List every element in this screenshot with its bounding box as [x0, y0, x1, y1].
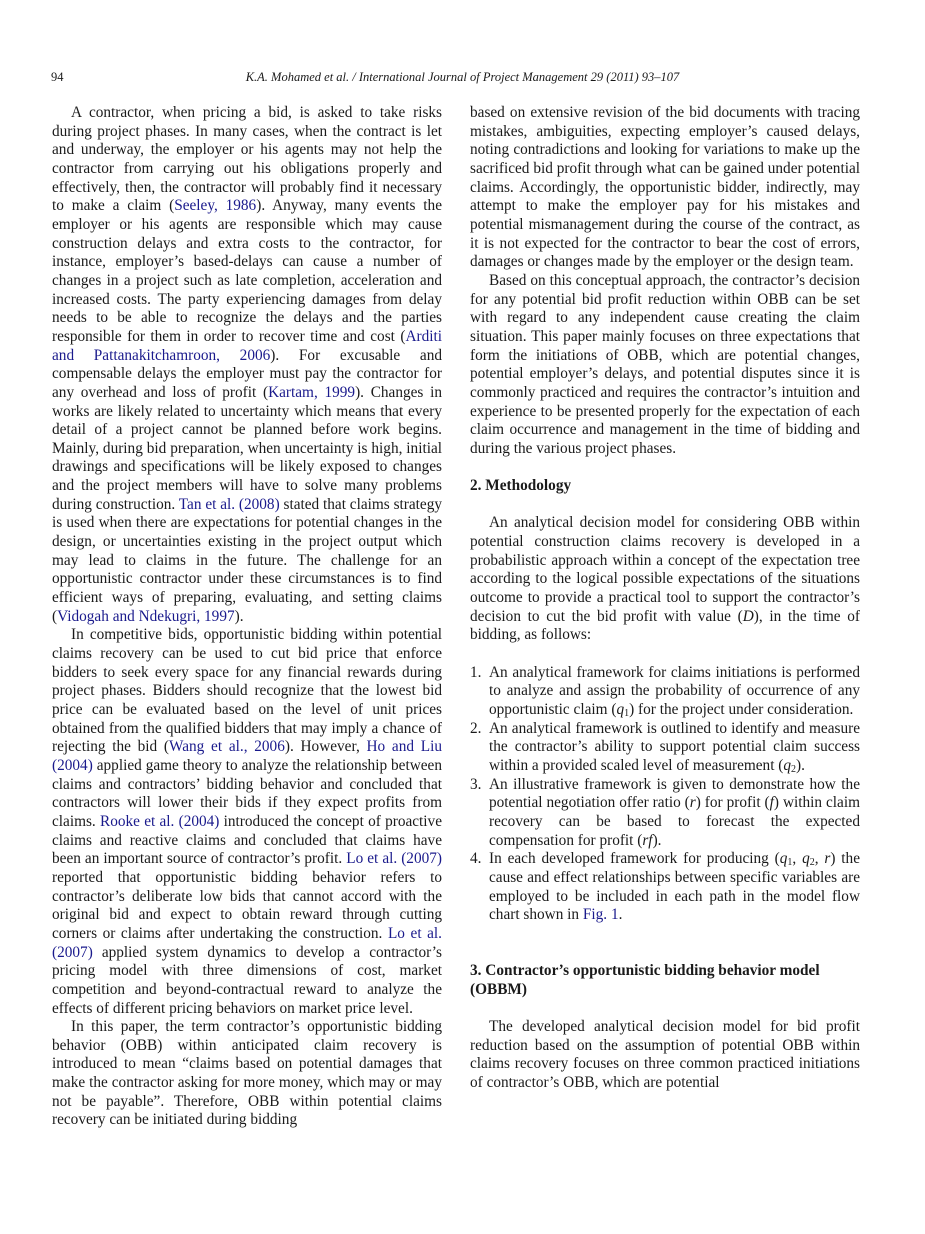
- citation-link[interactable]: Seeley, 1986: [174, 197, 257, 215]
- text: ). However,: [284, 738, 367, 756]
- list-number: 4.: [470, 850, 482, 868]
- text: applied system dynamics to develop a contractor’s pricing model with three dimensions of cost, market competition and beyond-contractual reward to analyze the effects of different pricing behaviors on market price level.: [52, 943, 442, 1017]
- variable: q: [779, 850, 788, 868]
- citation-link[interactable]: Ho and Liu (2004): [52, 738, 442, 774]
- text: An analytical framework for claims initiations is performed to analyze and assign the probability of occurrence of any opportunistic claim (: [489, 663, 860, 718]
- citation-link[interactable]: Kartam, 1999: [268, 383, 356, 401]
- variable: r: [824, 850, 831, 868]
- paragraph: [470, 514, 860, 645]
- list-number: 1.: [470, 663, 482, 681]
- running-head: K.A. Mohamed et al. / International Journal of Project Management 29 (2011) 93–107: [245, 70, 680, 84]
- variable: r: [689, 794, 696, 812]
- paragraph: In this paper, the term contractor’s opportunistic bidding behavior (OBB) within anticipated claim recovery is introduced to mean “claims based on potential damages that make the contractor asking for more money, which may or may not be payable”. Therefore, OBB within potential claims recovery can be initiated during bidding: [52, 1018, 442, 1129]
- text: reported that opportunistic bidding behavior refers to contractor’s deliberate low bids that cannot accord with the original bid and expect to obtain reward through cutting corners or claims after undertaking the construction.: [52, 868, 442, 942]
- text: A contractor, when pricing a bid, is asked to take risks during project phases. In many cases, when the contract is let and underway, the employer or his agents may not help the contractor from carrying out his obligations properly and effectively, then, the contractor will probably find it necessary to make a claim (: [52, 104, 442, 215]
- methodology-list: [470, 664, 860, 925]
- text: applied game theory to analyze the relationship between claims and contractors’ bidding behavior and concluded that contractors will lower their bids if they expect profits from claims.: [52, 756, 442, 830]
- citation-link[interactable]: Rooke et al. (2004): [100, 812, 220, 830]
- text: In competitive bids, opportunistic bidding within potential claims recovery can be used to cut bid price that enforce bidders to seek every space for any financial rewards during project phases. Bidders should recognize that the lowest bid price can be evaluated based on the level of unit prices obtained from the qualified bidders that may imply a chance of rejecting the bid (: [52, 626, 442, 756]
- page-header: [0, 70, 925, 90]
- citation-link[interactable]: Lo et al. (2007): [346, 850, 442, 868]
- text: In each developed framework for producing (: [489, 850, 780, 868]
- list-item: [470, 776, 860, 851]
- text: An analytical decision model for considering OBB within potential construction claims recovery is developed in a probabilistic approach within a concept of the expectation tree according to the logical possible expectations of the situations outcome to provide a practical tool to support the contractor’s decision to cut the bid profit with value (: [470, 514, 860, 625]
- text: ). Anyway, many events the employer or his agents are responsible which may cause construction delays and extra costs to the contractor, for instance, employer’s based-delays can cause a number of changes in a project such as late completion, acceleration and increased costs. The party experiencing damages from delay needs to be able to recognize the delays and the parties responsible for them in order to recover time and cost (: [52, 197, 442, 345]
- list-item: [470, 664, 860, 720]
- text: .: [618, 906, 623, 924]
- text: ,: [792, 850, 803, 868]
- list-number: 3.: [470, 775, 482, 793]
- text: stated that claims strategy is used when there are expectations for potential changes in the design, or uncertainties existing in the project output which may lead to claims in the future. The challenge for an opportunistic contractor under these circumstances is to find efficient ways of preparing, evaluating, and setting claims (: [52, 495, 442, 625]
- text: An analytical framework is outlined to identify and measure the contractor’s ability to support potential claim success within a provided scaled level of measurement (: [489, 719, 860, 774]
- text: An illustrative framework is given to demonstrate how the potential negotiation offer ratio (: [489, 775, 860, 812]
- text: ) for the project under consideration.: [629, 700, 854, 718]
- variable: rf: [642, 831, 653, 849]
- text: ), in the time of bidding, as follows:: [470, 607, 860, 644]
- list-item: [470, 720, 860, 776]
- text: ).: [234, 607, 244, 625]
- text: ). Changes in works are likely related to uncertainty which means that every detail of a project cannot be planned before work begins. Mainly, during bid preparation, when uncertainty is high, initial drawings and specifications will be likely exposed to changes and the project members will have to solve many problems during construction.: [52, 383, 442, 513]
- text: ) the cause and effect relationships between specific variables are employed to be included in each path in the model flow chart shown in: [489, 850, 860, 924]
- list-item: [470, 850, 860, 925]
- figure-link[interactable]: Fig. 1: [582, 906, 619, 924]
- citation-link[interactable]: Arditi and Pattanakitchamroon, 2006: [52, 327, 442, 364]
- text: ).: [652, 831, 662, 849]
- paragraph: based on extensive revision of the bid documents with tracing mistakes, ambiguities, expecting employer’s caused delays, noting contradictions and looking for variations to make up the sacrificed bid profit through what can be gained under potential claims. Accordingly, the opportunistic bidder, indirectly, may attempt to make the employer pay for his mistakes and potential mismanagement during the course of the contract, as it is not expected for the contractor to bear the cost of errors, damages or changes made by the employer or the design team.: [470, 104, 860, 271]
- text: ,: [814, 850, 825, 868]
- text: introduced the concept of proactive claims and reactive claims and concluded that claims have been an important source of contractor’s profit.: [52, 812, 442, 868]
- paragraph: The developed analytical decision model for bid profit reduction based on the assumption of potential OBB within claims recovery focuses on three common practiced initiations of contractor’s OBB, which are potential: [470, 1018, 860, 1092]
- paragraph: [52, 104, 442, 626]
- variable: q: [616, 700, 625, 718]
- paragraph: Based on this conceptual approach, the contractor’s decision for any potential bid profit reduction within OBB can be set with regard to any independent cause creating the claim situation. This paper mainly focuses on three expectations that form the initiations of OBB, which are potential changes, potential employer’s delays, and potential disputes since it is commonly practiced and requires the contractor’s intuition and experience to be presented properly for the expectation of each claim occurrence and management in the time of bidding and during the various project phases.: [470, 271, 860, 457]
- citation-link[interactable]: Vidogah and Ndekugri, 1997: [57, 607, 235, 625]
- section-heading-obbm: 3. Contractor’s opportunistic bidding behavior model (OBBM): [470, 962, 820, 998]
- subscript: 2: [809, 857, 815, 869]
- subscript: 1: [787, 857, 793, 869]
- text: ) for profit (: [695, 794, 770, 812]
- left-column: [52, 104, 442, 1130]
- variable: q: [783, 756, 792, 774]
- citation-link[interactable]: Wang et al., 2006: [169, 738, 285, 756]
- citation-link[interactable]: Lo et al. (2007): [52, 924, 443, 961]
- variable: D: [742, 607, 754, 625]
- variable: q: [802, 850, 810, 868]
- list-number: 2.: [470, 719, 482, 737]
- subscript: 2: [791, 763, 797, 775]
- text: ).: [796, 756, 805, 774]
- right-column: [470, 104, 860, 1093]
- variable: f: [769, 794, 774, 812]
- citation-link[interactable]: Tan et al. (2008): [178, 495, 280, 513]
- section-heading-methodology: 2. Methodology: [470, 477, 572, 495]
- text: ). For excusable and compensable delays the employer must pay the contractor for any overhead and loss of profit (: [52, 346, 442, 401]
- subscript: 1: [624, 707, 630, 719]
- paragraph: [52, 626, 442, 1018]
- text: ) within claim recovery can be based to forecast the expected compensation for profit (: [489, 794, 860, 849]
- page-number: 94: [51, 70, 64, 84]
